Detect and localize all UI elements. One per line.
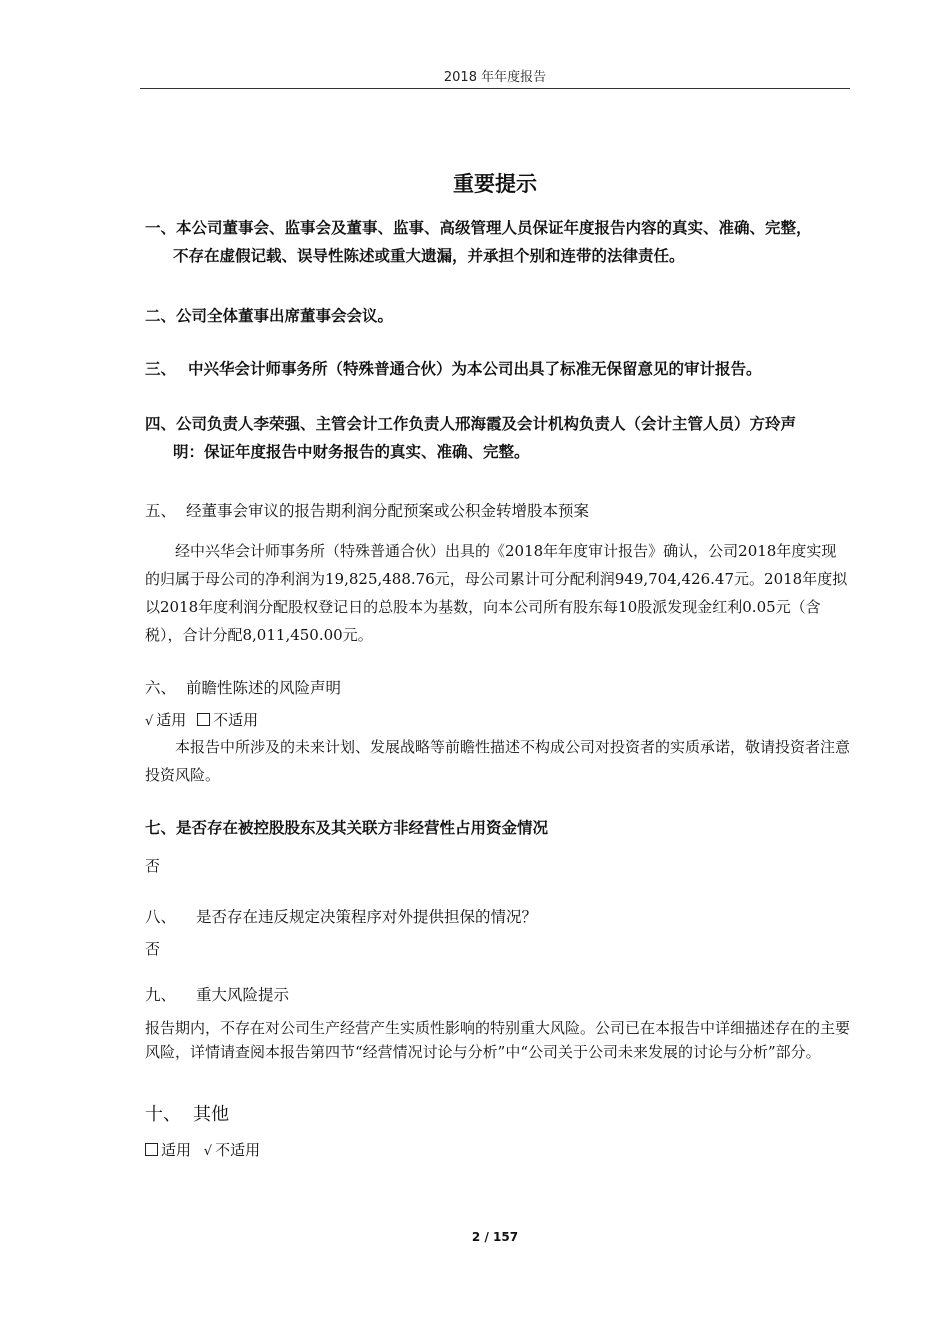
section-number: 三、: [145, 360, 177, 378]
empty-checkbox-icon: [197, 713, 210, 726]
section-1: [145, 214, 850, 270]
section-6-options: [145, 706, 850, 736]
section-number: 五、: [145, 502, 177, 520]
section-number: 六、: [145, 679, 177, 697]
section-9: [145, 981, 850, 1009]
section-number: 九、: [145, 986, 177, 1004]
section-6: [145, 674, 850, 702]
section-5: [145, 497, 850, 525]
section-text: 是否存在被控股股东及其关联方非经营性占用资金情况: [176, 819, 549, 837]
page-header: 2018 年年度报告: [443, 70, 547, 85]
section-text: 公司负责人李荣强、主管会计工作负责人邢海霞及会计机构负责人（会计主管人员）方玲声: [176, 415, 797, 433]
page-title: 重要提示: [453, 172, 537, 196]
section-text: 经董事会审议的报告期利润分配预案或公积金转增股本预案: [186, 502, 590, 520]
section-text: 本公司董事会、监事会及董事、监事、高级管理人员保证年度报告内容的真实、准确、完整，: [176, 219, 812, 237]
section-text: 是否存在违反规定决策程序对外提供担保的情况？: [196, 908, 538, 926]
section-number: 八、: [145, 908, 177, 926]
checkmark-icon: √: [203, 1144, 213, 1159]
section-text: 其他: [193, 1104, 229, 1125]
section-2: [145, 302, 850, 330]
section-8-answer: 否: [145, 940, 161, 958]
section-text-cont: 不存在虚假记载、误导性陈述或重大遗漏，并承担个别和连带的法律责任。: [173, 247, 685, 265]
option-applicable: 适用: [161, 1141, 192, 1159]
section-8: [145, 903, 850, 931]
section-number: 二、: [145, 307, 177, 325]
section-6-body: 本报告中所涉及的未来计划、发展战略等前瞻性描述不构成公司对投资者的实质承诺，敬请投资者注意投资风险。: [145, 738, 851, 784]
section-text: 中兴华会计师事务所（特殊普通合伙）为本公司出具了标准无保留意见的审计报告。: [188, 360, 762, 378]
section-4: [145, 410, 850, 466]
option-applicable: 适用: [156, 711, 187, 729]
section-text: 公司全体董事出席董事会会议。: [176, 307, 394, 325]
section-3: [145, 355, 850, 383]
option-not-applicable: 不适用: [215, 1141, 261, 1159]
empty-checkbox-icon: [145, 1143, 158, 1156]
checkmark-icon: √: [145, 714, 154, 729]
option-not-applicable: 不适用: [213, 711, 259, 729]
section-10-options: [145, 1136, 850, 1166]
header-rule: [140, 88, 850, 89]
section-5-body: 经中兴华会计师事务所（特殊普通合伙）出具的《2018年年度审计报告》确认，公司2018年度实现的归属于母公司的净利润为19,825,488.76元，母公司累计可分配利润949,704,426.47元。2018年度拟以2018年度利润分配股权登记日的总股本为基数，向本公司所有股东每10股派发现金红利0.05元（含税），合计分配8,011,450.00元。: [145, 542, 848, 644]
section-7: [145, 814, 850, 842]
section-number: 七、: [145, 819, 177, 837]
section-10: [145, 1100, 850, 1126]
section-number: 十、: [145, 1104, 181, 1125]
section-text: 前瞻性陈述的风险声明: [186, 679, 342, 697]
section-text: 重大风险提示: [196, 986, 290, 1004]
section-9-body: 报告期内，不存在对公司生产经营产生实质性影响的特别重大风险。公司已在本报告中详细描述存在的主要风险，详情请查阅本报告第四节“经营情况讨论与分析”中“公司关于公司未来发展的讨论与分析”部分。: [145, 1019, 851, 1061]
section-number: 一、: [145, 219, 177, 237]
section-number: 四、: [145, 415, 177, 433]
page-number: 2 / 157: [471, 1230, 519, 1244]
section-7-answer: 否: [145, 857, 161, 875]
section-text-cont: 明：保证年度报告中财务报告的真实、准确、完整。: [173, 443, 530, 461]
